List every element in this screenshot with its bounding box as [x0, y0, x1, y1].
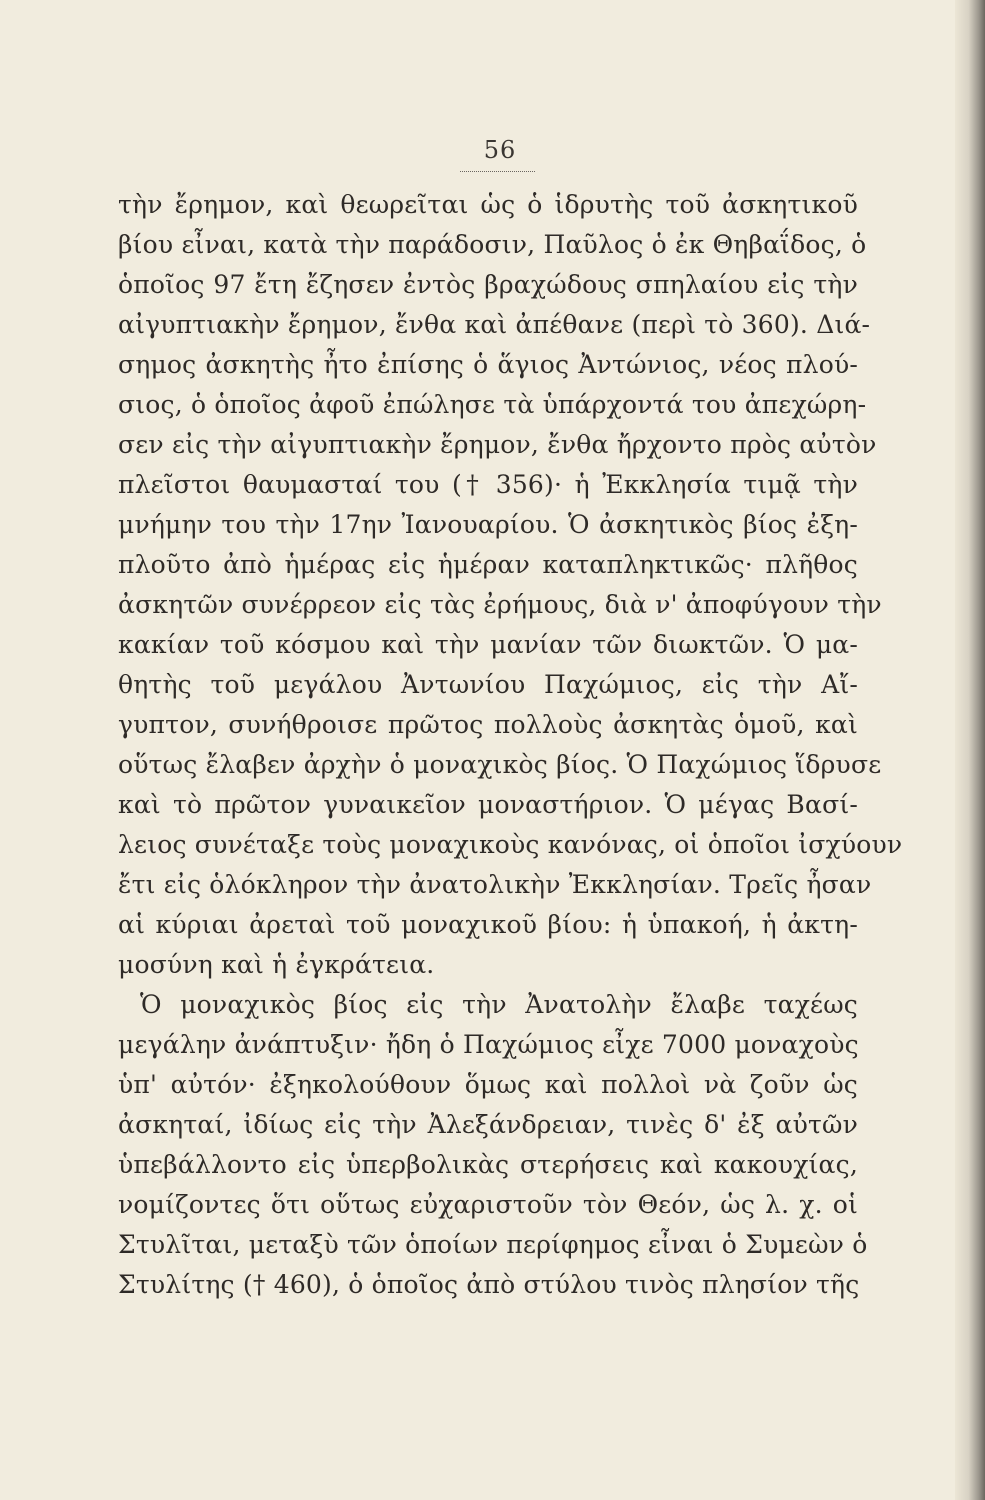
- text-line: πλεῖστοι θαυμασταί του († 356)· ἡ Ἐκκλησία τιμᾷ τὴν: [118, 470, 858, 499]
- text-line: σεν εἰς τὴν αἰγυπτιακὴν ἔρημον, ἔνθα ἤρχοντο πρὸς αὐτὸν: [118, 430, 877, 459]
- text-line: ὑπεβάλλοντο εἰς ὑπερβολικὰς στερήσεις καὶ κακουχίας,: [118, 1150, 858, 1179]
- text-line: γυπτον, συνήθροισε πρῶτος πολλοὺς ἀσκητὰς ὁμοῦ, καὶ: [118, 710, 858, 739]
- text-line: θητὴς τοῦ μεγάλου Ἀντωνίου Παχώμιος, εἰς τὴν Αἴ-: [118, 670, 858, 699]
- text-line: μεγάλην ἀνάπτυξιν· ἤδη ὁ Παχώμιος εἶχε 7000 μοναχοὺς: [118, 1030, 859, 1059]
- text-line: Στυλῖται, μεταξὺ τῶν ὁποίων περίφημος εἶναι ὁ Συμεὼν ὁ: [118, 1230, 868, 1259]
- text-line: πλοῦτο ἀπὸ ἡμέρας εἰς ἡμέραν καταπληκτικῶς· πλῆθος: [118, 550, 858, 579]
- text-line: σιος, ὁ ὁποῖος ἀφοῦ ἐπώλησε τὰ ὑπάρχοντά του ἀπεχώρη-: [118, 390, 867, 419]
- text-line: Ὁ μοναχικὸς βίος εἰς τὴν Ἀνατολὴν ἔλαβε ταχέως: [140, 990, 858, 1019]
- text-line: αἰγυπτιακὴν ἔρημον, ἔνθα καὶ ἀπέθανε (περὶ τὸ 360). Διά-: [118, 310, 871, 339]
- text-line: ὁποῖος 97 ἔτη ἔζησεν ἐντὸς βραχώδους σπηλαίου εἰς τὴν: [118, 270, 858, 299]
- page-number-rule: [460, 171, 535, 172]
- text-line: ἀσκητῶν συνέρρεον εἰς τὰς ἐρήμους, διὰ ν' ἀποφύγουν τὴν: [118, 590, 882, 619]
- body-text: [118, 185, 903, 1305]
- text-line: οὕτως ἔλαβεν ἀρχὴν ὁ μοναχικὸς βίος. Ὁ Παχώμιος ἵδρυσε: [118, 750, 882, 779]
- text-line: μοσύνη καὶ ἡ ἐγκράτεια.: [118, 950, 435, 979]
- text-line: κακίαν τοῦ κόσμου καὶ τὴν μανίαν τῶν διωκτῶν. Ὁ μα-: [118, 630, 858, 659]
- text-line: ἔτι εἰς ὁλόκληρον τὴν ἀνατολικὴν Ἐκκλησίαν. Τρεῖς ἦσαν: [118, 870, 872, 899]
- text-line: μνήμην του τὴν 17ην Ἰανουαρίου. Ὁ ἀσκητικὸς βίος ἐξη-: [118, 510, 858, 539]
- text-line: σημος ἀσκητὴς ἦτο ἐπίσης ὁ ἅγιος Ἀντώνιος, νέος πλού-: [118, 350, 858, 379]
- book-spine-shadow: [955, 0, 985, 1500]
- text-line: καὶ τὸ πρῶτον γυναικεῖον μοναστήριον. Ὁ μέγας Βασί-: [118, 790, 858, 819]
- text-line: νομίζοντες ὅτι οὕτως εὐχαριστοῦν τὸν Θεόν, ὡς λ. χ. οἱ: [118, 1190, 858, 1219]
- text-line: τὴν ἔρημον, καὶ θεωρεῖται ὡς ὁ ἱδρυτὴς τοῦ ἀσκητικοῦ: [118, 190, 858, 219]
- text-line: βίου εἶναι, κατὰ τὴν παράδοσιν, Παῦλος ὁ ἐκ Θηβαΐδος, ὁ: [118, 230, 867, 259]
- text-line: Στυλίτης († 460), ὁ ὁποῖος ἀπὸ στύλου τινὸς πλησίον τῆς: [118, 1270, 860, 1299]
- text-line: ἀσκηταί, ἰδίως εἰς τὴν Ἀλεξάνδρειαν, τινὲς δ' ἐξ αὐτῶν: [118, 1110, 858, 1139]
- text-line: ὑπ' αὐτόν· ἐξηκολούθουν ὅμως καὶ πολλοὶ νὰ ζοῦν ὡς: [118, 1070, 858, 1099]
- text-line: αἱ κύριαι ἀρεταὶ τοῦ μοναχικοῦ βίου: ἡ ὑπακοή, ἡ ἀκτη-: [118, 910, 858, 939]
- page-number: 56: [483, 136, 517, 164]
- text-line: λειος συνέταξε τοὺς μοναχικοὺς κανόνας, οἱ ὁποῖοι ἰσχύουν: [118, 830, 903, 859]
